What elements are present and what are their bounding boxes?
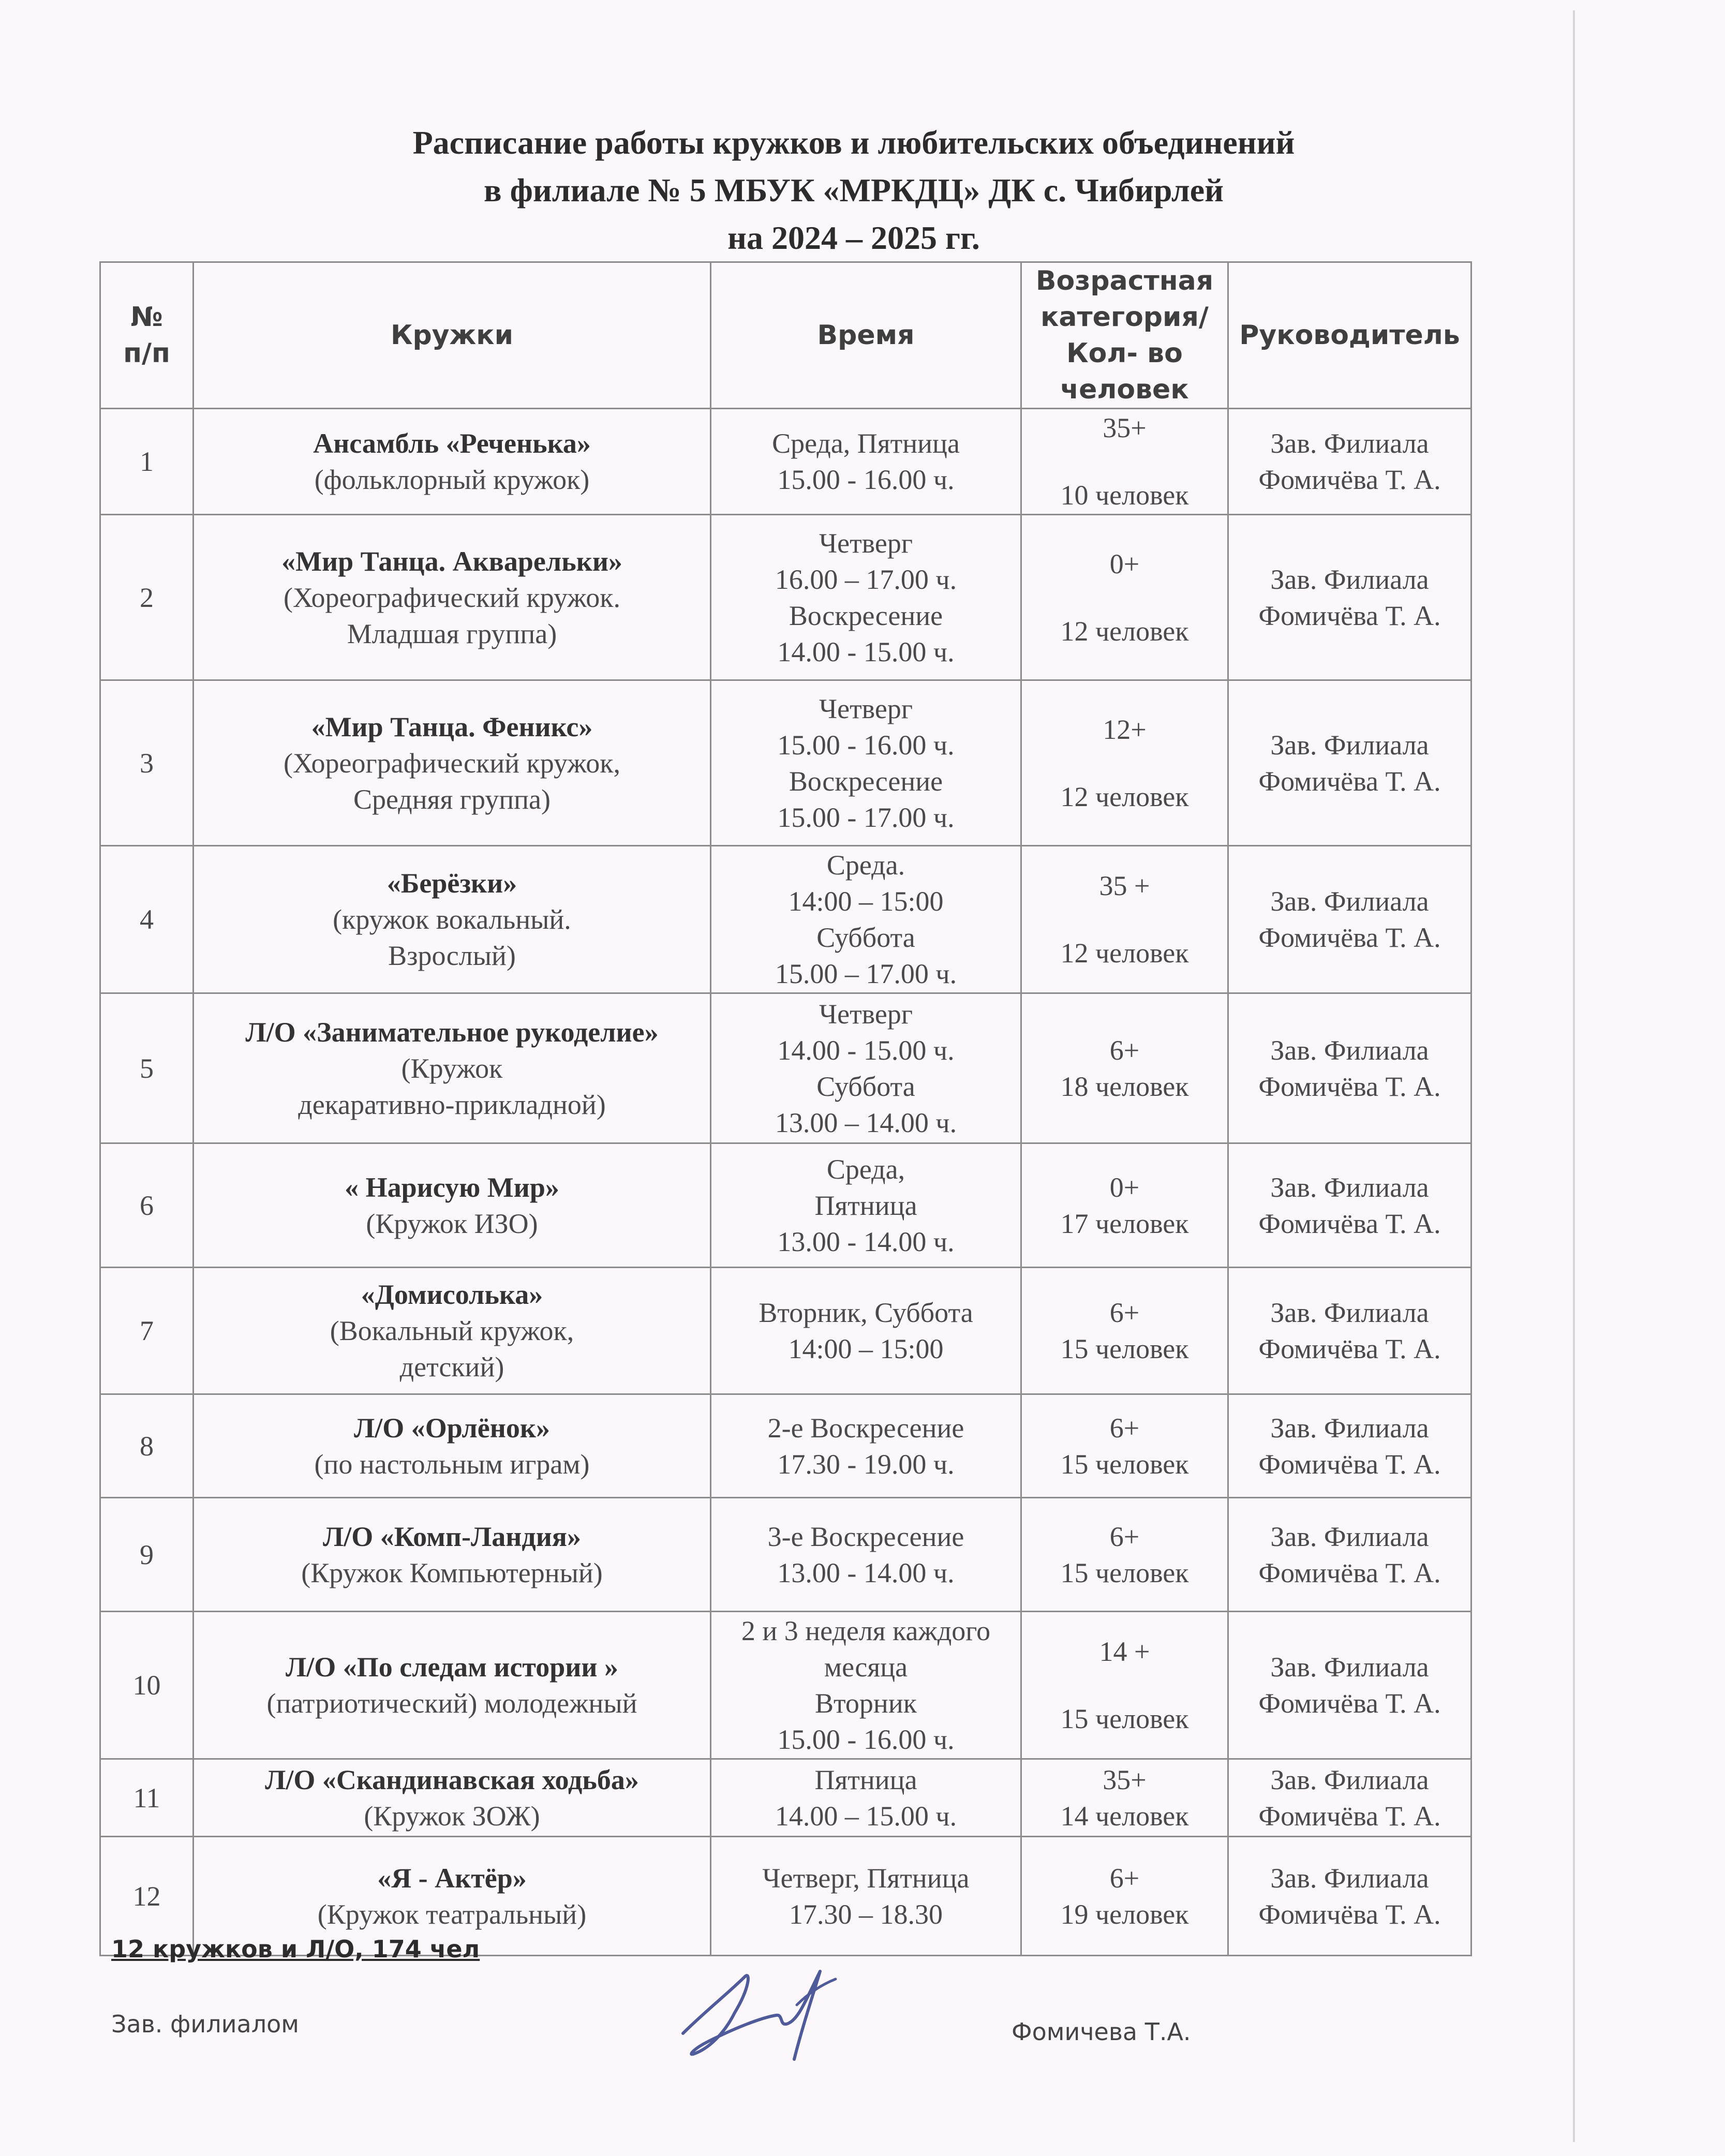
table-row	[100, 1612, 1471, 1759]
leader-line: Фомичёва Т. А.	[1258, 1688, 1441, 1719]
age-count-cell	[1021, 1143, 1228, 1268]
time-cell	[711, 1143, 1021, 1268]
time-line: Четверг	[819, 527, 913, 559]
time-line: 15.00 - 16.00 ч.	[777, 464, 955, 495]
leader-line: Зав. Филиала	[1270, 729, 1429, 761]
time-line: 17.30 – 18.30	[789, 1898, 943, 1930]
age-category: 35+	[1103, 1764, 1147, 1795]
leader-cell	[1228, 993, 1471, 1143]
circle-cell	[194, 680, 711, 846]
leader-line: Фомичёва Т. А.	[1258, 1557, 1441, 1588]
circle-name: «Мир Танца. Феникс»	[311, 711, 593, 742]
time-line: 2 и 3 неделя каждого	[741, 1615, 991, 1646]
age-category: 6+	[1109, 1521, 1140, 1552]
age-count-cell	[1021, 993, 1228, 1143]
leader-cell	[1228, 515, 1471, 680]
age-count-cell	[1021, 409, 1228, 515]
leader-line: Зав. Филиала	[1270, 1764, 1429, 1795]
time-cell	[711, 1837, 1021, 1956]
table-row	[100, 1268, 1471, 1394]
circle-description: (Кружок ИЗО)	[366, 1208, 538, 1239]
header-time: Время	[711, 262, 1021, 409]
circle-description: (Вокальный кружок,	[330, 1315, 574, 1346]
age-category: 0+	[1109, 548, 1140, 579]
row-number: 7	[100, 1268, 194, 1394]
time-line: 16.00 – 17.00 ч.	[775, 563, 957, 595]
table-row	[100, 680, 1471, 846]
time-line: Воскресение	[789, 600, 943, 631]
time-line: Пятница	[814, 1189, 917, 1221]
leader-line: Фомичёва Т. А.	[1258, 1333, 1441, 1364]
time-line: 15.00 – 17.00 ч.	[775, 958, 957, 989]
table-header-row	[100, 262, 1471, 409]
table-row	[100, 1394, 1471, 1498]
age-count-cell	[1021, 1268, 1228, 1394]
participant-count: 12 человек	[1060, 781, 1189, 812]
header-age: Возрастная категория/ Кол- во человек	[1021, 262, 1228, 409]
participant-count: 10 человек	[1060, 480, 1189, 511]
leader-cell	[1228, 680, 1471, 846]
participant-count: 15 человек	[1060, 1448, 1189, 1480]
time-line: Вторник	[815, 1688, 917, 1719]
circle-cell	[194, 1394, 711, 1498]
table-row	[100, 409, 1471, 515]
leader-line: Зав. Филиала	[1270, 1521, 1429, 1552]
row-number: 12	[100, 1837, 194, 1956]
row-number: 6	[100, 1143, 194, 1268]
total-summary: 12 кружков и Л/О, 174 чел	[111, 1935, 480, 1963]
circle-name: Л/О «Скандинавская ходьба»	[265, 1764, 639, 1795]
row-number: 2	[100, 515, 194, 680]
row-number: 5	[100, 993, 194, 1143]
time-line: Среда, Пятница	[772, 428, 960, 459]
age-category: 14 +	[1099, 1636, 1150, 1667]
leader-line: Фомичёва Т. А.	[1258, 765, 1441, 797]
participant-count: 18 человек	[1060, 1070, 1189, 1102]
schedule-table	[99, 261, 1472, 1956]
time-line: Четверг	[819, 693, 913, 724]
spacer	[1027, 446, 1222, 477]
circle-name: « Нарисую Мир»	[345, 1171, 559, 1203]
spacer	[1027, 904, 1222, 935]
circle-name: Л/О «Орлёнок»	[354, 1412, 550, 1444]
leader-cell	[1228, 1759, 1471, 1837]
time-line: Пятница	[814, 1764, 917, 1795]
leader-line: Фомичёва Т. А.	[1258, 922, 1441, 953]
time-line: 3-е Воскресение	[767, 1521, 964, 1552]
circle-cell	[194, 515, 711, 680]
age-count-cell	[1021, 680, 1228, 846]
age-count-cell	[1021, 515, 1228, 680]
time-line: Воскресение	[789, 765, 943, 797]
circle-name: Ансамбль «Реченька»	[313, 428, 591, 459]
participant-count: 15 человек	[1060, 1703, 1189, 1734]
age-count-cell	[1021, 1612, 1228, 1759]
handwritten-signature	[673, 1956, 843, 2075]
header-circle: Кружки	[194, 262, 711, 409]
time-line: 15.00 - 16.00 ч.	[777, 729, 955, 761]
participant-count: 15 человек	[1060, 1557, 1189, 1588]
leader-line: Фомичёва Т. А.	[1258, 600, 1441, 631]
title-line-2: в филиале № 5 МБУК «МРКДЦ» ДК с. Чибирлей	[484, 172, 1224, 209]
table-row	[100, 515, 1471, 680]
age-count-cell	[1021, 1759, 1228, 1837]
leader-line: Зав. Филиала	[1270, 1297, 1429, 1328]
time-line: 17.30 - 19.00 ч.	[777, 1448, 955, 1480]
circle-description: (Хореографический кружок,	[283, 747, 621, 779]
participant-count: 19 человек	[1060, 1898, 1189, 1930]
leader-line: Фомичёва Т. А.	[1258, 1448, 1441, 1480]
table-row	[100, 846, 1471, 993]
leader-cell	[1228, 1143, 1471, 1268]
leader-line: Зав. Филиала	[1270, 1412, 1429, 1444]
header-number: № п/п	[100, 262, 194, 409]
age-category: 6+	[1109, 1034, 1140, 1066]
age-category: 0+	[1109, 1171, 1140, 1203]
age-count-cell	[1021, 1394, 1228, 1498]
title-line-3: на 2024 – 2025 гг.	[727, 219, 980, 256]
title-line-1: Расписание работы кружков и любительских объединений	[412, 124, 1295, 161]
time-line: 13.00 - 14.00 ч.	[777, 1226, 955, 1257]
circle-name: «Домисолька»	[361, 1279, 543, 1310]
time-line: 14:00 – 15:00	[788, 886, 944, 917]
participant-count: 12 человек	[1060, 938, 1189, 969]
document-title	[83, 119, 1625, 262]
time-line: 13.00 - 14.00 ч.	[777, 1557, 955, 1588]
leader-cell	[1228, 1394, 1471, 1498]
time-line: Суббота	[816, 1070, 915, 1102]
time-line: Среда,	[826, 1153, 905, 1185]
circle-cell	[194, 409, 711, 515]
row-number: 8	[100, 1394, 194, 1498]
row-number: 4	[100, 846, 194, 993]
age-category: 35+	[1103, 412, 1147, 443]
circle-description: детский)	[399, 1351, 504, 1382]
participant-count: 17 человек	[1060, 1208, 1189, 1239]
leader-line: Фомичёва Т. А.	[1258, 1208, 1441, 1239]
circle-name: Л/О «Занимательное рукоделие»	[245, 1016, 659, 1048]
time-line: месяца	[824, 1652, 908, 1683]
circle-cell	[194, 1498, 711, 1612]
circle-description: (Кружок Компьютерный)	[301, 1557, 603, 1588]
circle-description: (Хореографический кружок.	[283, 582, 621, 613]
time-cell	[711, 1394, 1021, 1498]
time-cell	[711, 846, 1021, 993]
leader-cell	[1228, 1498, 1471, 1612]
circle-description: (Кружок ЗОЖ)	[364, 1800, 540, 1832]
time-line: Среда.	[826, 850, 905, 881]
leader-line: Фомичёва Т. А.	[1258, 1800, 1441, 1832]
age-count-cell	[1021, 1498, 1228, 1612]
circle-name: «Берёзки»	[386, 868, 517, 899]
leader-cell	[1228, 409, 1471, 515]
circle-description: (Кружок театральный)	[317, 1898, 587, 1930]
circle-cell	[194, 1759, 711, 1837]
circle-description: Средняя группа)	[353, 783, 551, 815]
time-line: 2-е Воскресение	[767, 1412, 964, 1444]
circle-description: Взрослый)	[388, 940, 516, 971]
time-line: Четверг	[819, 998, 913, 1030]
circle-cell	[194, 1143, 711, 1268]
leader-line: Зав. Филиала	[1270, 563, 1429, 595]
time-cell	[711, 680, 1021, 846]
circle-cell	[194, 993, 711, 1143]
time-line: 14.00 - 15.00 ч.	[777, 636, 955, 667]
age-category: 12+	[1103, 713, 1147, 745]
time-line: 14.00 – 15.00 ч.	[775, 1800, 957, 1832]
circle-name: «Мир Танца. Акварельки»	[281, 545, 622, 577]
header-leader: Руководитель	[1228, 262, 1471, 409]
leader-cell	[1228, 1612, 1471, 1759]
time-line: 13.00 – 14.00 ч.	[775, 1107, 957, 1138]
leader-cell	[1228, 1268, 1471, 1394]
circle-description: (патриотический) молодежный	[266, 1688, 637, 1719]
row-number: 10	[100, 1612, 194, 1759]
circle-description: декаративно-прикладной)	[298, 1089, 606, 1120]
age-category: 6+	[1109, 1862, 1140, 1894]
time-cell	[711, 1268, 1021, 1394]
circle-description: (Кружок	[401, 1052, 503, 1084]
participant-count: 15 человек	[1060, 1333, 1189, 1364]
row-number: 3	[100, 680, 194, 846]
time-line: Суббота	[816, 922, 915, 953]
circle-description: (по настольным играм)	[314, 1448, 590, 1480]
circle-name: Л/О «По следам истории »	[285, 1652, 619, 1683]
spacer	[1027, 748, 1222, 779]
leader-line: Зав. Филиала	[1270, 1034, 1429, 1066]
table-row	[100, 993, 1471, 1143]
page-edge-line	[1573, 10, 1575, 2142]
time-line: Четверг, Пятница	[762, 1862, 970, 1894]
circle-description: Младшая группа)	[347, 618, 557, 649]
participant-count: 12 человек	[1060, 615, 1189, 647]
age-category: 35 +	[1099, 870, 1150, 901]
leader-cell	[1228, 1837, 1471, 1956]
leader-line: Зав. Филиала	[1270, 1171, 1429, 1203]
time-cell	[711, 1498, 1021, 1612]
time-cell	[711, 515, 1021, 680]
leader-line: Фомичёва Т. А.	[1258, 1898, 1441, 1930]
leader-line: Зав. Филиала	[1270, 1862, 1429, 1894]
circle-description: (фольклорный кружок)	[314, 464, 590, 495]
circle-description: (кружок вокальный.	[333, 904, 571, 935]
table-row	[100, 1498, 1471, 1612]
leader-line: Зав. Филиала	[1270, 428, 1429, 459]
spacer	[1027, 1670, 1222, 1701]
leader-line: Фомичёва Т. А.	[1258, 464, 1441, 495]
leader-line: Зав. Филиала	[1270, 886, 1429, 917]
circle-name: Л/О «Комп-Ландия»	[322, 1521, 582, 1552]
signer-position: Зав. филиалом	[111, 2010, 299, 2038]
time-cell	[711, 409, 1021, 515]
time-line: 15.00 - 16.00 ч.	[777, 1724, 955, 1755]
leader-cell	[1228, 846, 1471, 993]
table-row	[100, 1759, 1471, 1837]
time-cell	[711, 1612, 1021, 1759]
age-count-cell	[1021, 846, 1228, 993]
time-line: 14.00 - 15.00 ч.	[777, 1034, 955, 1066]
circle-name: «Я - Актёр»	[377, 1862, 527, 1894]
row-number: 9	[100, 1498, 194, 1612]
spacer	[1027, 582, 1222, 613]
leader-line: Фомичёва Т. А.	[1258, 1070, 1441, 1102]
table-row	[100, 1143, 1471, 1268]
signer-name: Фомичева Т.А.	[1012, 2018, 1191, 2046]
time-line: 15.00 - 17.00 ч.	[777, 801, 955, 833]
time-cell	[711, 1759, 1021, 1837]
row-number: 1	[100, 409, 194, 515]
age-category: 6+	[1109, 1412, 1140, 1444]
age-category: 6+	[1109, 1297, 1140, 1328]
time-line: Вторник, Суббота	[759, 1297, 973, 1328]
participant-count: 14 человек	[1060, 1800, 1189, 1832]
circle-cell	[194, 1612, 711, 1759]
time-line: 14:00 – 15:00	[788, 1333, 944, 1364]
circle-cell	[194, 846, 711, 993]
row-number: 11	[100, 1759, 194, 1837]
age-count-cell	[1021, 1837, 1228, 1956]
table-body	[100, 409, 1471, 1956]
time-cell	[711, 993, 1021, 1143]
leader-line: Зав. Филиала	[1270, 1652, 1429, 1683]
circle-cell	[194, 1268, 711, 1394]
